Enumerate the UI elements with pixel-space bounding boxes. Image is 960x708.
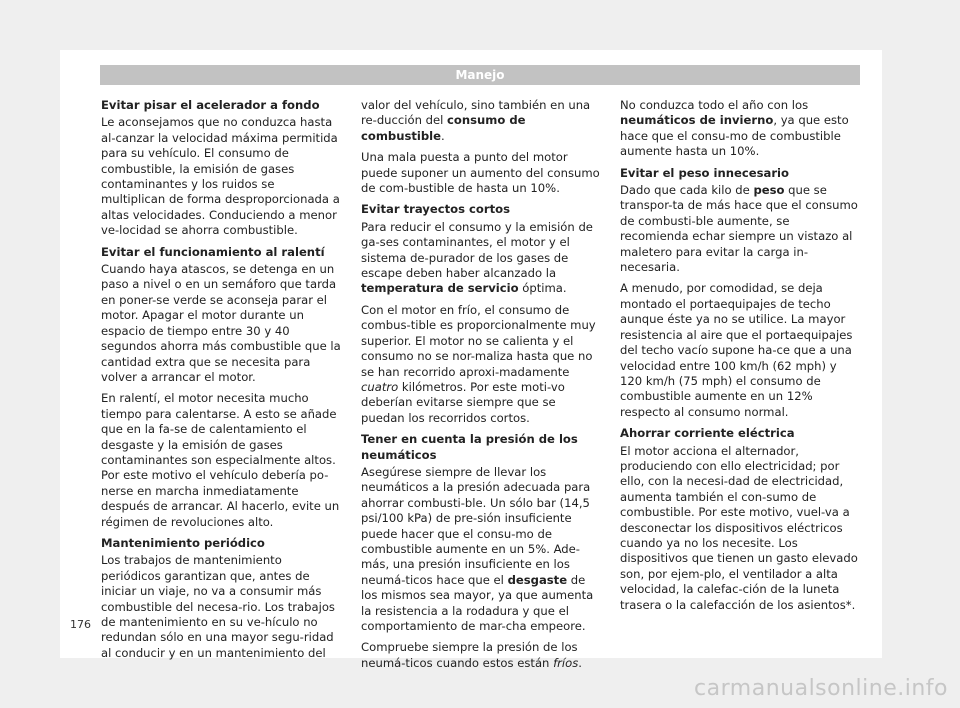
paragraph: Cuando haya atascos, se detenga en un paso a nivel o en un semáforo que tarda en poner-se verde se aconseja parar el motor. Apagar el motor durante un espacio de tiempo entre 30 y 40 segundos ahorra más combustible que la cantidad extra que se necesita para volver a arrancar el motor. (101, 262, 341, 384)
bold-text: consumo de combustible (361, 113, 526, 143)
paragraph: A menudo, por comodidad, se deja montado el portaequipajes de techo aunque éste ya no se utilice. La mayor resistencia al aire que el portaequipajes del techo vacío supone ha-ce que a una velocidad entre 100 km/h (62 mph) y 120 km/h (75 mph) el consumo de combustible aumente en un 12% respecto al consumo normal. (620, 281, 853, 419)
text: Para reducir el consumo y la emisión de ga-ses contaminantes, el motor y el sistema de-purador de los gases de escape deben haber alcanzado la (361, 219, 593, 281)
text: kilómetros. Por este moti-vo deberían evitarse siempre que se puedan los recorridos cortos. (361, 379, 565, 425)
watermark: carmanualsonline.info (694, 676, 948, 701)
text: Asegúrese siempre de llevar los neumáticos a la presión adecuada para ahorrar combusti-ble. Un sólo bar (14,5 psi/100 kPa) de pre-sión insuficiente puede hacer que el consu-mo de combustible aumente en un 5%. Ade-más, una presión insuficiente en los neumá-ticos hace que el (361, 464, 591, 587)
bold-text: temperatura de servicio (361, 281, 519, 296)
paragraph (361, 465, 601, 634)
text-column-2 (361, 98, 601, 677)
text: Dado que cada kilo de (620, 183, 754, 198)
text: Con el motor en frío, el consumo de combus-tible es proporcionalmente muy superior. El motor no se calienta y el consumo no se nor-maliza hasta que no se han recorrido aproxi-madamente (361, 302, 596, 379)
paragraph: Una mala puesta a punto del motor puede suponer un aumento del consumo de com-bustible de hasta un 10%. (361, 150, 600, 196)
italic-text: cuatro (361, 379, 399, 394)
section-heading: Ahorrar corriente eléctrica (620, 426, 795, 441)
text: óptima. (518, 281, 567, 296)
chapter-header: Manejo (100, 65, 860, 85)
text-column-3 (620, 98, 860, 619)
paragraph (361, 220, 601, 297)
paragraph: El motor acciona el alternador, produciendo con ello electricidad; por ello, con la necesi-dad de electricidad, aumenta también el con-sumo de combustible. Por este motivo, vuel-va a desconectar los dispositivos eléctricos cuando ya no los necesite. Los dispositivos que tienen un gasto elevado son, por ejem-plo, el ventilador a alta velocidad, la calefac-ción de la luneta trasera o la calefacción de los asientos*. (620, 443, 858, 612)
text-column-1 (101, 98, 341, 667)
text: de los mismos sea mayor, ya que aumenta la resistencia a la rodadura y que el comportamiento de mar-cha empeore. (361, 572, 594, 633)
paragraph (361, 98, 601, 144)
text: No conduzca todo el año con los (620, 98, 809, 112)
section-heading: Evitar trayectos cortos (361, 202, 510, 217)
text: , ya que esto hace que el consu-mo de combustible aumente hasta un 10%. (620, 113, 849, 159)
paragraph (361, 640, 601, 671)
section-heading: Evitar el peso innecesario (620, 165, 789, 180)
paragraph (361, 303, 601, 426)
text: Compruebe siempre la presión de los neumá-ticos cuando estos están (361, 640, 578, 670)
section-heading: Evitar el funcionamiento al ralentí (101, 244, 325, 259)
paragraph (620, 98, 860, 160)
text: que se transpor-ta de más hace que el consumo de combusti-ble aumente, se recomienda echar siempre un vistazo al maletero para evitar la carga in-necesaria. (620, 183, 858, 275)
text: . (441, 128, 445, 143)
text: . (578, 655, 582, 670)
paragraph: Los trabajos de mantenimiento periódicos garantizan que, antes de iniciar un viaje, no va a consumir más combustible del necesa-rio. Los trabajos de mantenimiento en su ve-hículo no redundan sólo en una mayor segu-ridad al conducir y en un mantenimiento del (101, 553, 335, 660)
paragraph (620, 183, 860, 275)
paragraph: En ralentí, el motor necesita mucho tiempo para calentarse. A esto se añade que en la fa-se de calentamiento el desgaste y la emisión de gases contaminantes son especialmente altos. Por este motivo el vehículo debería po-nerse en marcha inmediatamente después de arrancar. Al hacerlo, evite un régimen de revoluciones alto. (101, 391, 340, 529)
bold-text: desgaste (507, 572, 568, 587)
paragraph: Le aconsejamos que no conduzca hasta al-canzar la velocidad máxima permitida para su vehículo. El consumo de combustible, la emisión de gases contaminantes y los ruidos se multiplican de forma desproporcionada a altas velocidades. Conduciendo a menor ve-locidad se ahorra combustible. (101, 115, 340, 238)
italic-text: fríos (553, 655, 579, 670)
text: valor del vehículo, sino también en una re-ducción del (361, 98, 591, 128)
bold-text: neumáticos de invierno (620, 113, 774, 128)
section-heading: Mantenimiento periódico (101, 535, 265, 550)
section-heading: Evitar pisar el acelerador a fondo (101, 98, 320, 112)
bold-text: peso (753, 183, 785, 198)
section-heading: Tener en cuenta la presión de los neumáticos (361, 432, 578, 462)
page-number: 176 (70, 618, 91, 631)
